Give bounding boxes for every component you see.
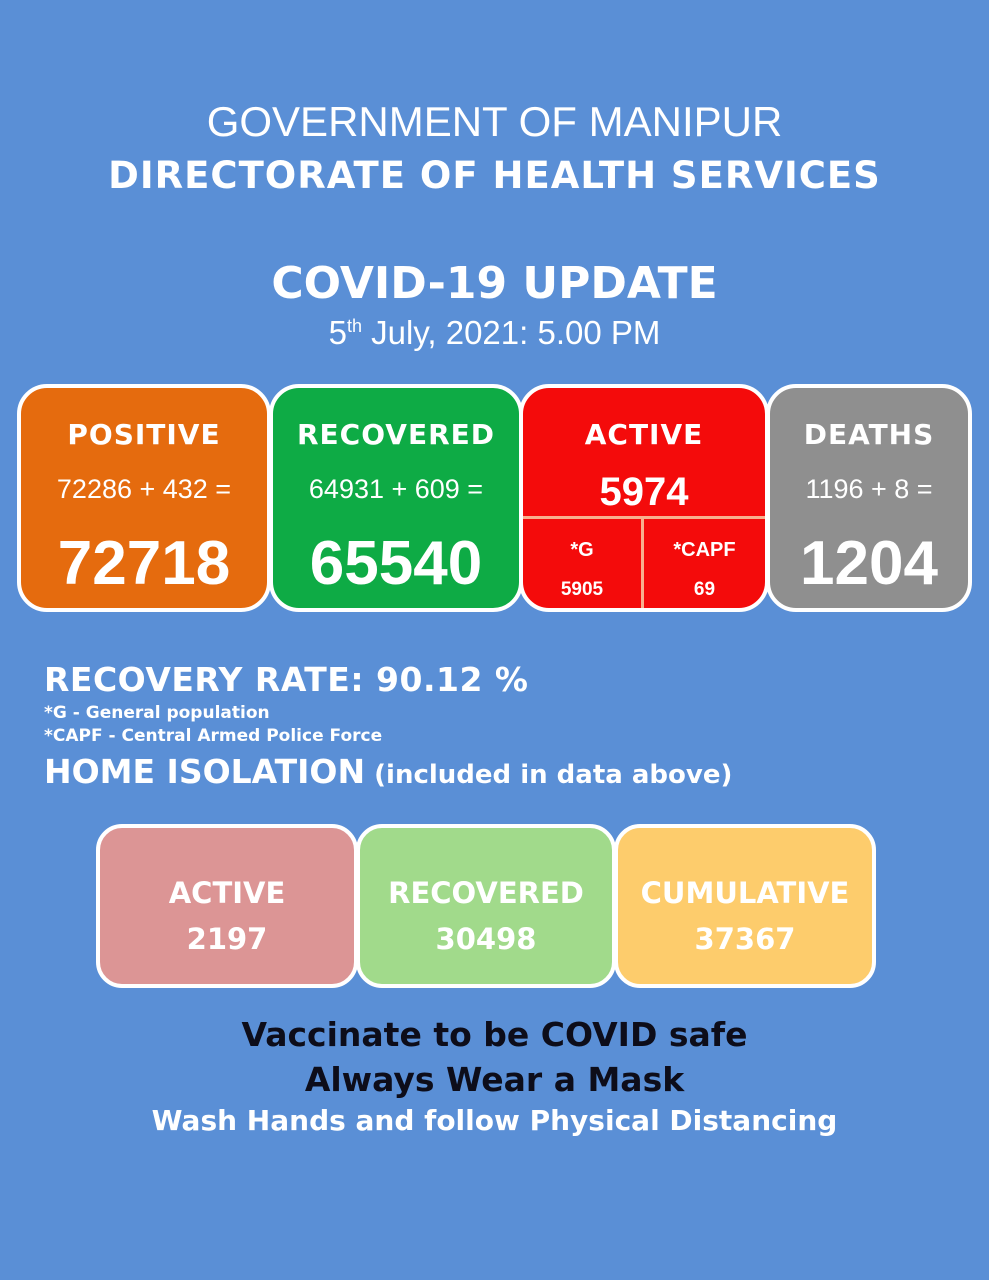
home-cumulative-card	[614, 824, 876, 988]
home-cumulative-label: CUMULATIVE	[640, 876, 850, 910]
directorate-title: DIRECTORATE OF HEALTH SERVICES	[108, 154, 881, 197]
date-rest: July, 2021: 5.00 PM	[361, 314, 661, 351]
slogan-mask: Always Wear a Mask	[304, 1060, 685, 1099]
deaths-total: 1204	[800, 529, 938, 598]
recovered-formula: 64931 + 609 =	[308, 474, 484, 504]
active-general-label: *G	[570, 539, 594, 561]
home-recovered-card	[356, 824, 616, 988]
date-day: 5	[328, 314, 347, 351]
recovered-total: 65540	[309, 529, 483, 598]
home-active-value: 2197	[186, 922, 268, 956]
government-title: GOVERNMENT OF MANIPUR	[206, 98, 783, 145]
home-recovered-value: 30498	[435, 922, 537, 956]
home-recovered-label: RECOVERED	[388, 876, 584, 910]
date-suffix: th	[346, 316, 362, 336]
home-isolation-title: HOME ISOLATION	[44, 752, 366, 791]
home-isolation-subtitle: (included in data above)	[365, 760, 733, 790]
positive-card	[17, 384, 271, 612]
deaths-formula: 1196 + 8 =	[805, 474, 933, 504]
positive-formula: 72286 + 432 =	[56, 474, 232, 504]
positive-label: POSITIVE	[67, 418, 221, 451]
recovery-rate: RECOVERY RATE: 90.12 %	[44, 660, 529, 699]
active-general-value: 5905	[560, 579, 604, 600]
slogan-wash-hands: Wash Hands and follow Physical Distancing	[151, 1104, 838, 1137]
deaths-card	[766, 384, 972, 612]
active-capf-label: *CAPF	[673, 539, 736, 561]
active-total: 5974	[599, 470, 689, 514]
home-cumulative-value: 37367	[694, 922, 796, 956]
recovered-card	[269, 384, 523, 612]
active-general-cell	[523, 519, 644, 608]
deaths-label: DEATHS	[803, 418, 935, 451]
active-capf-cell	[644, 519, 765, 608]
positive-total: 72718	[57, 529, 231, 598]
update-date	[0, 314, 989, 352]
update-title: COVID-19 UPDATE	[271, 258, 718, 309]
home-active-card	[96, 824, 358, 988]
active-capf-value: 69	[693, 579, 716, 600]
note-capf: *CAPF - Central Armed Police Force	[44, 726, 383, 746]
home-active-label: ACTIVE	[168, 876, 286, 910]
home-isolation-heading	[44, 752, 732, 791]
note-general-population: *G - General population	[44, 703, 270, 723]
active-label: ACTIVE	[584, 418, 704, 451]
active-breakdown	[523, 516, 765, 608]
recovered-label: RECOVERED	[296, 418, 495, 451]
active-card	[519, 384, 769, 612]
slogan-vaccinate: Vaccinate to be COVID safe	[241, 1015, 748, 1054]
